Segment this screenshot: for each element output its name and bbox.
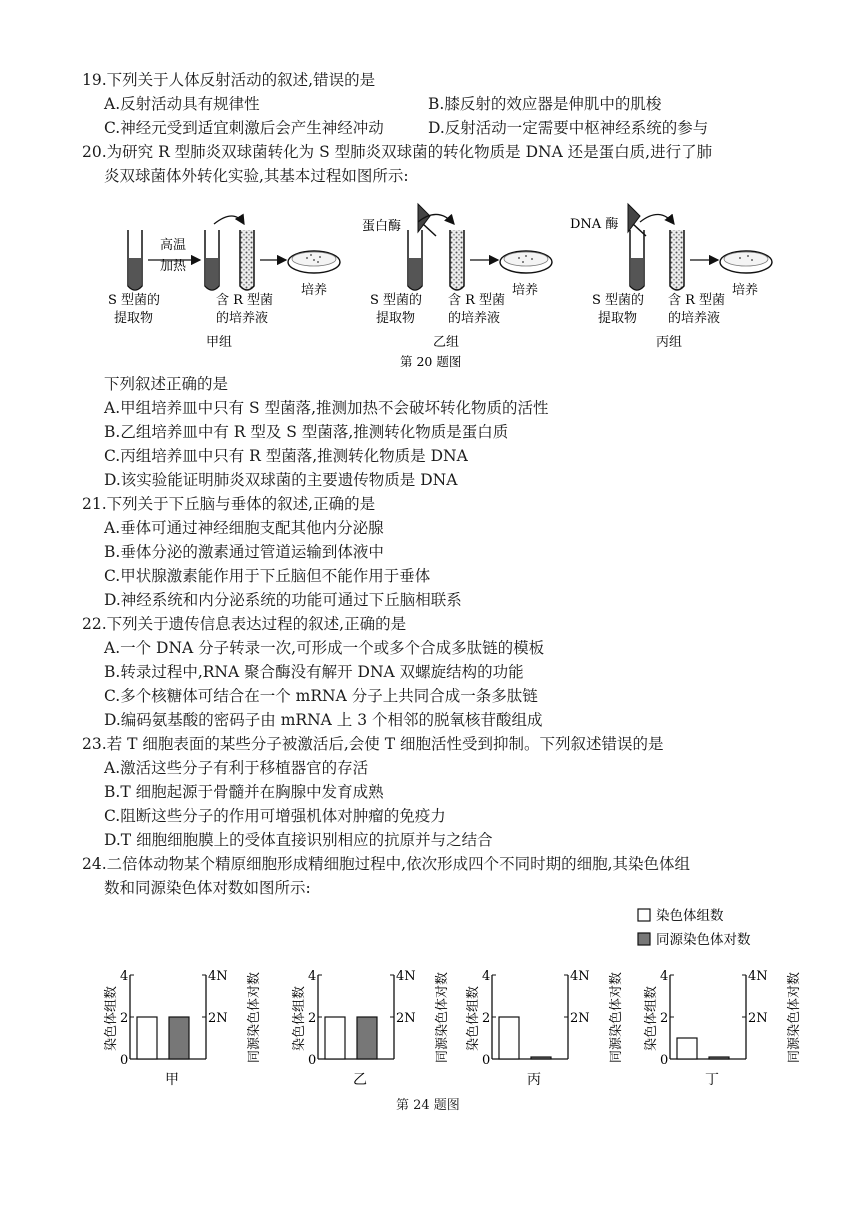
- svg-text:提取物: 提取物: [376, 311, 416, 326]
- bar-chromosome-groups: [325, 1017, 345, 1059]
- q24-charts: [100, 958, 800, 1088]
- group-yi-figure: [362, 204, 552, 350]
- y-tick-label: 2: [120, 1011, 129, 1026]
- chart-3: [640, 958, 810, 1088]
- y-tick-label: 4: [308, 969, 317, 984]
- y-tick-label: 2: [482, 1011, 491, 1026]
- q22-option-d: D.编码氨基酸的密码子由 mRNA 上 3 个相邻的脱氧核苷酸组成: [104, 711, 543, 729]
- q21-option-b: B.垂体分泌的激素通过管道运输到体液中: [104, 543, 384, 561]
- y-axis-label: 染色体组数: [466, 985, 481, 1051]
- y2-tick-label: 2N: [396, 1011, 416, 1026]
- chart-title: 丁: [705, 1072, 719, 1088]
- svg-text:培养: 培养: [732, 283, 759, 298]
- q23-option-a: A.激活这些分子有利于移植器官的存活: [104, 759, 369, 777]
- q23-option-c: C.阻断这些分子的作用可增强机体对肿瘤的免疫力: [104, 807, 446, 825]
- svg-text:的培养液: 的培养液: [448, 311, 501, 326]
- bar-homologous-pairs: [709, 1057, 729, 1059]
- svg-text:S 型菌的: S 型菌的: [370, 293, 423, 308]
- q20-lead: 下列叙述正确的是: [104, 375, 229, 393]
- protease-label: 蛋白酶: [362, 219, 402, 234]
- q20-figure: [100, 196, 800, 374]
- heat-label-2: 加热: [160, 259, 187, 274]
- bar-homologous-pairs: [357, 1017, 377, 1059]
- bar-homologous-pairs: [531, 1057, 551, 1059]
- chart-title: 丙: [527, 1072, 541, 1088]
- dnase-label: DNA 酶: [570, 217, 619, 232]
- heat-label-1: 高温: [160, 238, 187, 253]
- svg-text:提取物: 提取物: [598, 311, 638, 326]
- q21-option-c: C.甲状腺激素能作用于下丘脑但不能作用于垂体: [104, 567, 431, 585]
- y-tick-label: 0: [120, 1053, 129, 1068]
- chart-1: [288, 958, 458, 1088]
- y-axis-label: 染色体组数: [104, 985, 119, 1051]
- q19-option-a: A.反射活动具有规律性: [104, 95, 260, 113]
- q21-option-d: D.神经系统和内分泌系统的功能可通过下丘脑相联系: [104, 591, 462, 609]
- svg-text:含 R 型菌: 含 R 型菌: [216, 293, 274, 308]
- bar-homologous-pairs: [169, 1017, 189, 1059]
- group-bing-figure: [570, 204, 772, 350]
- q20-option-b: B.乙组培养皿中有 R 型及 S 型菌落,推测转化物质是蛋白质: [104, 423, 509, 441]
- legend-swatch-groups: [638, 909, 650, 921]
- svg-text:含 R 型菌: 含 R 型菌: [448, 293, 506, 308]
- y-tick-label: 4: [482, 969, 491, 984]
- q23-option-d: D.T 细胞细胞膜上的受体直接识别相应的抗原并与之结合: [104, 831, 493, 849]
- y2-axis-label: 同源染色体对数: [787, 971, 802, 1063]
- q19-option-d: D.反射活动一定需要中枢神经系统的参与: [428, 119, 709, 137]
- culture-label: 培养: [301, 283, 328, 298]
- group-label-yi: 乙组: [433, 335, 460, 350]
- y-tick-label: 2: [660, 1011, 669, 1026]
- q21-option-a: A.垂体可通过神经细胞支配其他内分泌腺: [104, 519, 384, 537]
- y2-axis-label: 同源染色体对数: [247, 971, 262, 1063]
- chart-0: [100, 958, 270, 1088]
- q19-stem: 19.下列关于人体反射活动的叙述,错误的是: [82, 71, 376, 89]
- y-tick-label: 4: [120, 969, 129, 984]
- q23-option-b: B.T 细胞起源于骨髓并在胸腺中发育成熟: [104, 783, 384, 801]
- legend-swatch-pairs: [638, 933, 650, 945]
- y-tick-label: 0: [308, 1053, 317, 1068]
- svg-text:S 型菌的: S 型菌的: [108, 293, 161, 308]
- svg-text:含 R 型菌: 含 R 型菌: [668, 293, 726, 308]
- y2-tick-label: 4N: [396, 969, 416, 984]
- bar-chromosome-groups: [499, 1017, 519, 1059]
- y2-axis-label: 同源染色体对数: [609, 971, 624, 1063]
- svg-text:S 型菌的: S 型菌的: [592, 293, 645, 308]
- y-tick-label: 0: [482, 1053, 491, 1068]
- chart-title: 乙: [353, 1072, 367, 1088]
- y2-tick-label: 2N: [570, 1011, 590, 1026]
- q21-stem: 21.下列关于下丘脑与垂体的叙述,正确的是: [82, 495, 376, 513]
- y-tick-label: 2: [308, 1011, 317, 1026]
- bar-chromosome-groups: [677, 1038, 697, 1059]
- q22-option-c: C.多个核糖体可结合在一个 mRNA 分子上共同合成一条多肽链: [104, 687, 538, 705]
- q24-figure-caption: 第 24 题图: [396, 1098, 460, 1113]
- q20-option-c: C.丙组培养皿中只有 R 型菌落,推测转化物质是 DNA: [104, 447, 468, 465]
- q20-stem-line1: 20.为研究 R 型肺炎双球菌转化为 S 型肺炎双球菌的转化物质是 DNA 还是蛋白质,进行了肺: [82, 143, 713, 161]
- legend-label-groups: 染色体组数: [656, 908, 724, 924]
- svg-text:提取物: 提取物: [114, 311, 154, 326]
- q19-option-c: C.神经元受到适宜刺激后会产生神经冲动: [104, 119, 384, 137]
- q24-stem-line2: 数和同源染色体对数如图所示:: [104, 879, 311, 897]
- q20-option-d: D.该实验能证明肺炎双球菌的主要遗传物质是 DNA: [104, 471, 458, 489]
- svg-text:的培养液: 的培养液: [668, 311, 721, 326]
- q22-option-a: A.一个 DNA 分子转录一次,可形成一个或多个合成多肽链的模板: [104, 639, 545, 657]
- q20-figure-caption: 第 20 题图: [400, 354, 462, 369]
- chart-title: 甲: [165, 1072, 179, 1088]
- y2-tick-label: 4N: [570, 969, 590, 984]
- q24-stem-line1: 24.二倍体动物某个精原细胞形成精细胞过程中,依次形成四个不同时期的细胞,其染色体组: [82, 855, 691, 873]
- y2-tick-label: 2N: [748, 1011, 768, 1026]
- q24-legend: [636, 904, 796, 952]
- y-axis-label: 染色体组数: [292, 985, 307, 1051]
- q23-stem: 23.若 T 细胞表面的某些分子被激活后,会使 T 细胞活性受到抑制。下列叙述错误的是: [82, 735, 664, 753]
- q20-option-a: A.甲组培养皿中只有 S 型菌落,推测加热不会破坏转化物质的活性: [104, 399, 549, 417]
- svg-text:培养: 培养: [512, 283, 539, 298]
- y2-tick-label: 4N: [748, 969, 768, 984]
- y2-axis-label: 同源染色体对数: [435, 971, 450, 1063]
- q20-stem-line2: 炎双球菌体外转化实验,其基本过程如图所示:: [104, 167, 409, 185]
- q22-stem: 22.下列关于遗传信息表达过程的叙述,正确的是: [82, 615, 407, 633]
- group-label-bing: 丙组: [656, 335, 683, 350]
- group-jia-figure: [108, 216, 340, 350]
- q19-option-b: B.膝反射的效应器是伸肌中的肌梭: [428, 95, 662, 113]
- chart-2: [462, 958, 632, 1088]
- y-tick-label: 4: [660, 969, 669, 984]
- group-label-jia: 甲组: [206, 335, 233, 350]
- q22-option-b: B.转录过程中,RNA 聚合酶没有解开 DNA 双螺旋结构的功能: [104, 663, 524, 681]
- y-axis-label: 染色体组数: [644, 985, 659, 1051]
- legend-label-pairs: 同源染色体对数: [656, 932, 751, 948]
- y-tick-label: 0: [660, 1053, 669, 1068]
- svg-text:的培养液: 的培养液: [216, 311, 269, 326]
- y2-tick-label: 2N: [208, 1011, 228, 1026]
- y2-tick-label: 4N: [208, 969, 228, 984]
- bar-chromosome-groups: [137, 1017, 157, 1059]
